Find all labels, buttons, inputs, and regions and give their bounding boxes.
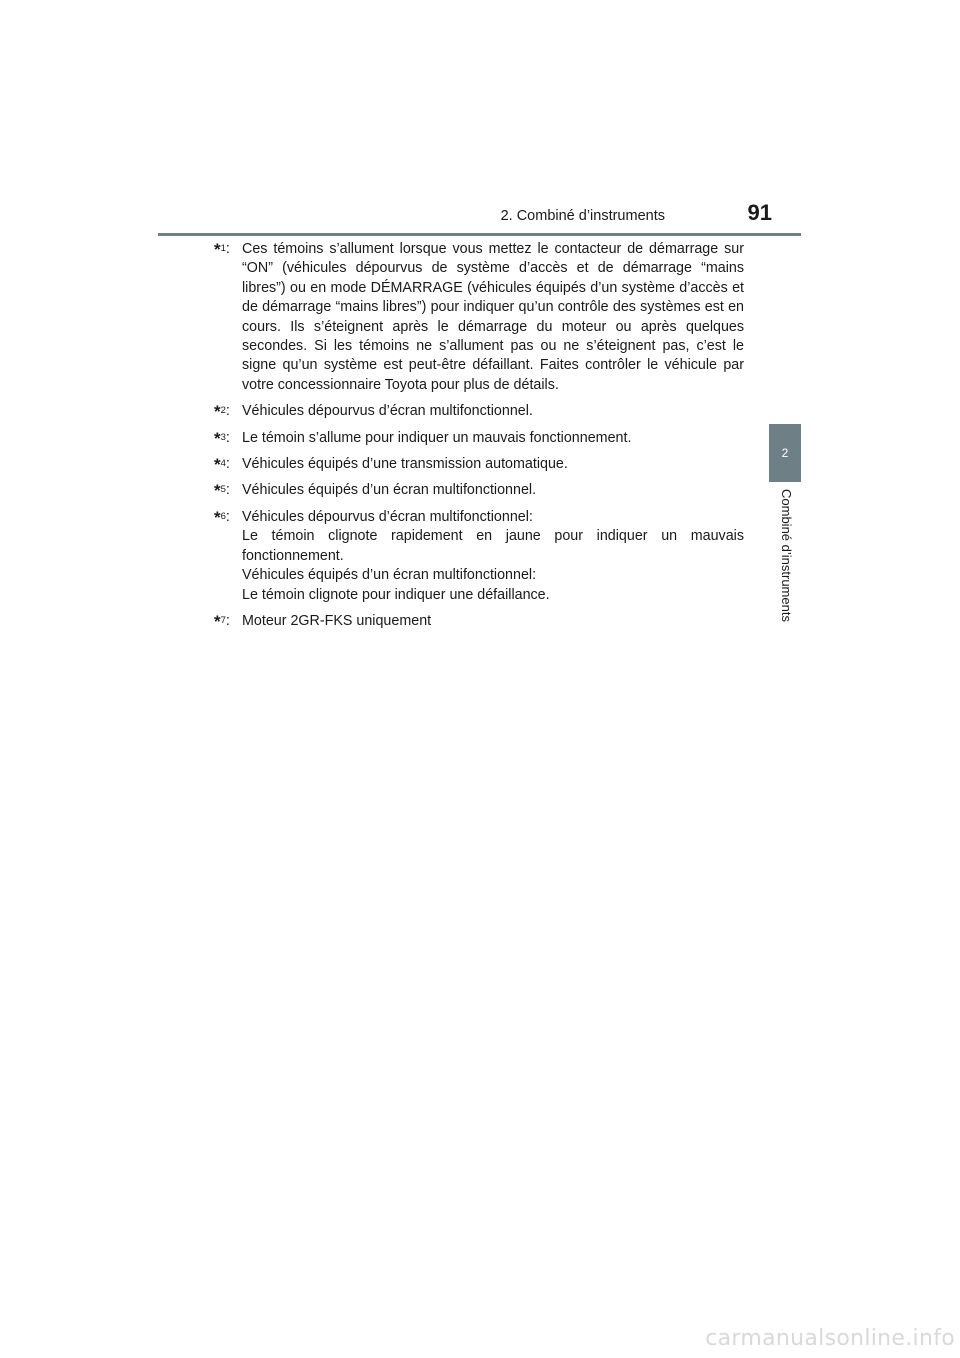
- footnote-text: [242, 402, 744, 421]
- footnote-5: [214, 481, 744, 500]
- footnote-marker: *$^3$:: [214, 428, 230, 448]
- footnote-7: [214, 612, 744, 631]
- footnote-line: Véhicules dépourvus d’écran multifonctionnel:: [242, 508, 533, 525]
- page-number: 91: [747, 200, 772, 225]
- section-title: 2. Combiné d’instruments: [500, 208, 665, 224]
- footnote-6: [214, 508, 744, 605]
- footnote-text: [242, 429, 744, 448]
- footnote-text: [242, 481, 744, 500]
- footnote-text: [242, 455, 744, 474]
- footnote-line: Le témoin clignote pour indiquer une défaillance.: [242, 586, 550, 603]
- footnote-text: [242, 612, 744, 631]
- footnote-1: [214, 240, 744, 395]
- chapter-number: 2: [781, 446, 789, 460]
- footnote-line: Véhicules équipés d’une transmission automatique.: [242, 456, 568, 473]
- footnote-line: Le témoin clignote rapidement en jaune pour indiquer un mauvais fonctionnement.: [242, 528, 744, 564]
- chapter-tab: [769, 424, 801, 482]
- footnote-line: Moteur 2GR-FKS uniquement: [242, 612, 432, 629]
- footnote-3: [214, 429, 744, 448]
- footnote-marker: *$^7$:: [214, 611, 230, 631]
- footnote-marker: *$^1$:: [214, 240, 230, 259]
- footnote-line: Le témoin s’allume pour indiquer un mauvais fonctionnement.: [242, 429, 632, 446]
- footnote-line: Véhicules équipés d’un écran multifonctionnel:: [242, 567, 537, 584]
- footnote-marker: *$^2$:: [214, 402, 230, 422]
- chapter-label: Combiné d’instruments: [779, 489, 794, 622]
- footnote-4: [214, 455, 744, 474]
- footnote-text: [242, 240, 744, 395]
- footnote-marker: *$^5$:: [214, 481, 230, 501]
- footnote-marker: *$^6$:: [214, 507, 230, 527]
- header-rule: [158, 233, 801, 236]
- footnote-line: Véhicules équipés d’un écran multifonctionnel.: [242, 482, 537, 499]
- footnote-marker: *$^4$:: [214, 455, 230, 475]
- footnote-line: Ces témoins s’allument lorsque vous mettez le contacteur de démarrage sur “ON” (véhicules dépourvus de système d’accès et de démarrage “mains libres”) ou en mode DÉMARRAGE (véhicules équipés d’un système d’accès et de démarrage “mains libres”) pour indiquer qu’un contrôle des systèmes est en cours. Ils s’éteignent après le démarrage du moteur ou après quelques secondes. Si les témoins ne s’allument pas ou ne s’éteignent pas, c’est le signe qu’un système est peut-être défaillant. Faites contrôler le véhicule par votre concessionnaire Toyota pour plus de détails.: [242, 241, 744, 393]
- footnote-text: [242, 508, 744, 605]
- footnote-list: [214, 240, 744, 638]
- watermark-text: carmanualsonline.info: [705, 1326, 955, 1351]
- footnote-line: Véhicules dépourvus d’écran multifonctionnel.: [242, 403, 533, 420]
- footnote-2: [214, 402, 744, 421]
